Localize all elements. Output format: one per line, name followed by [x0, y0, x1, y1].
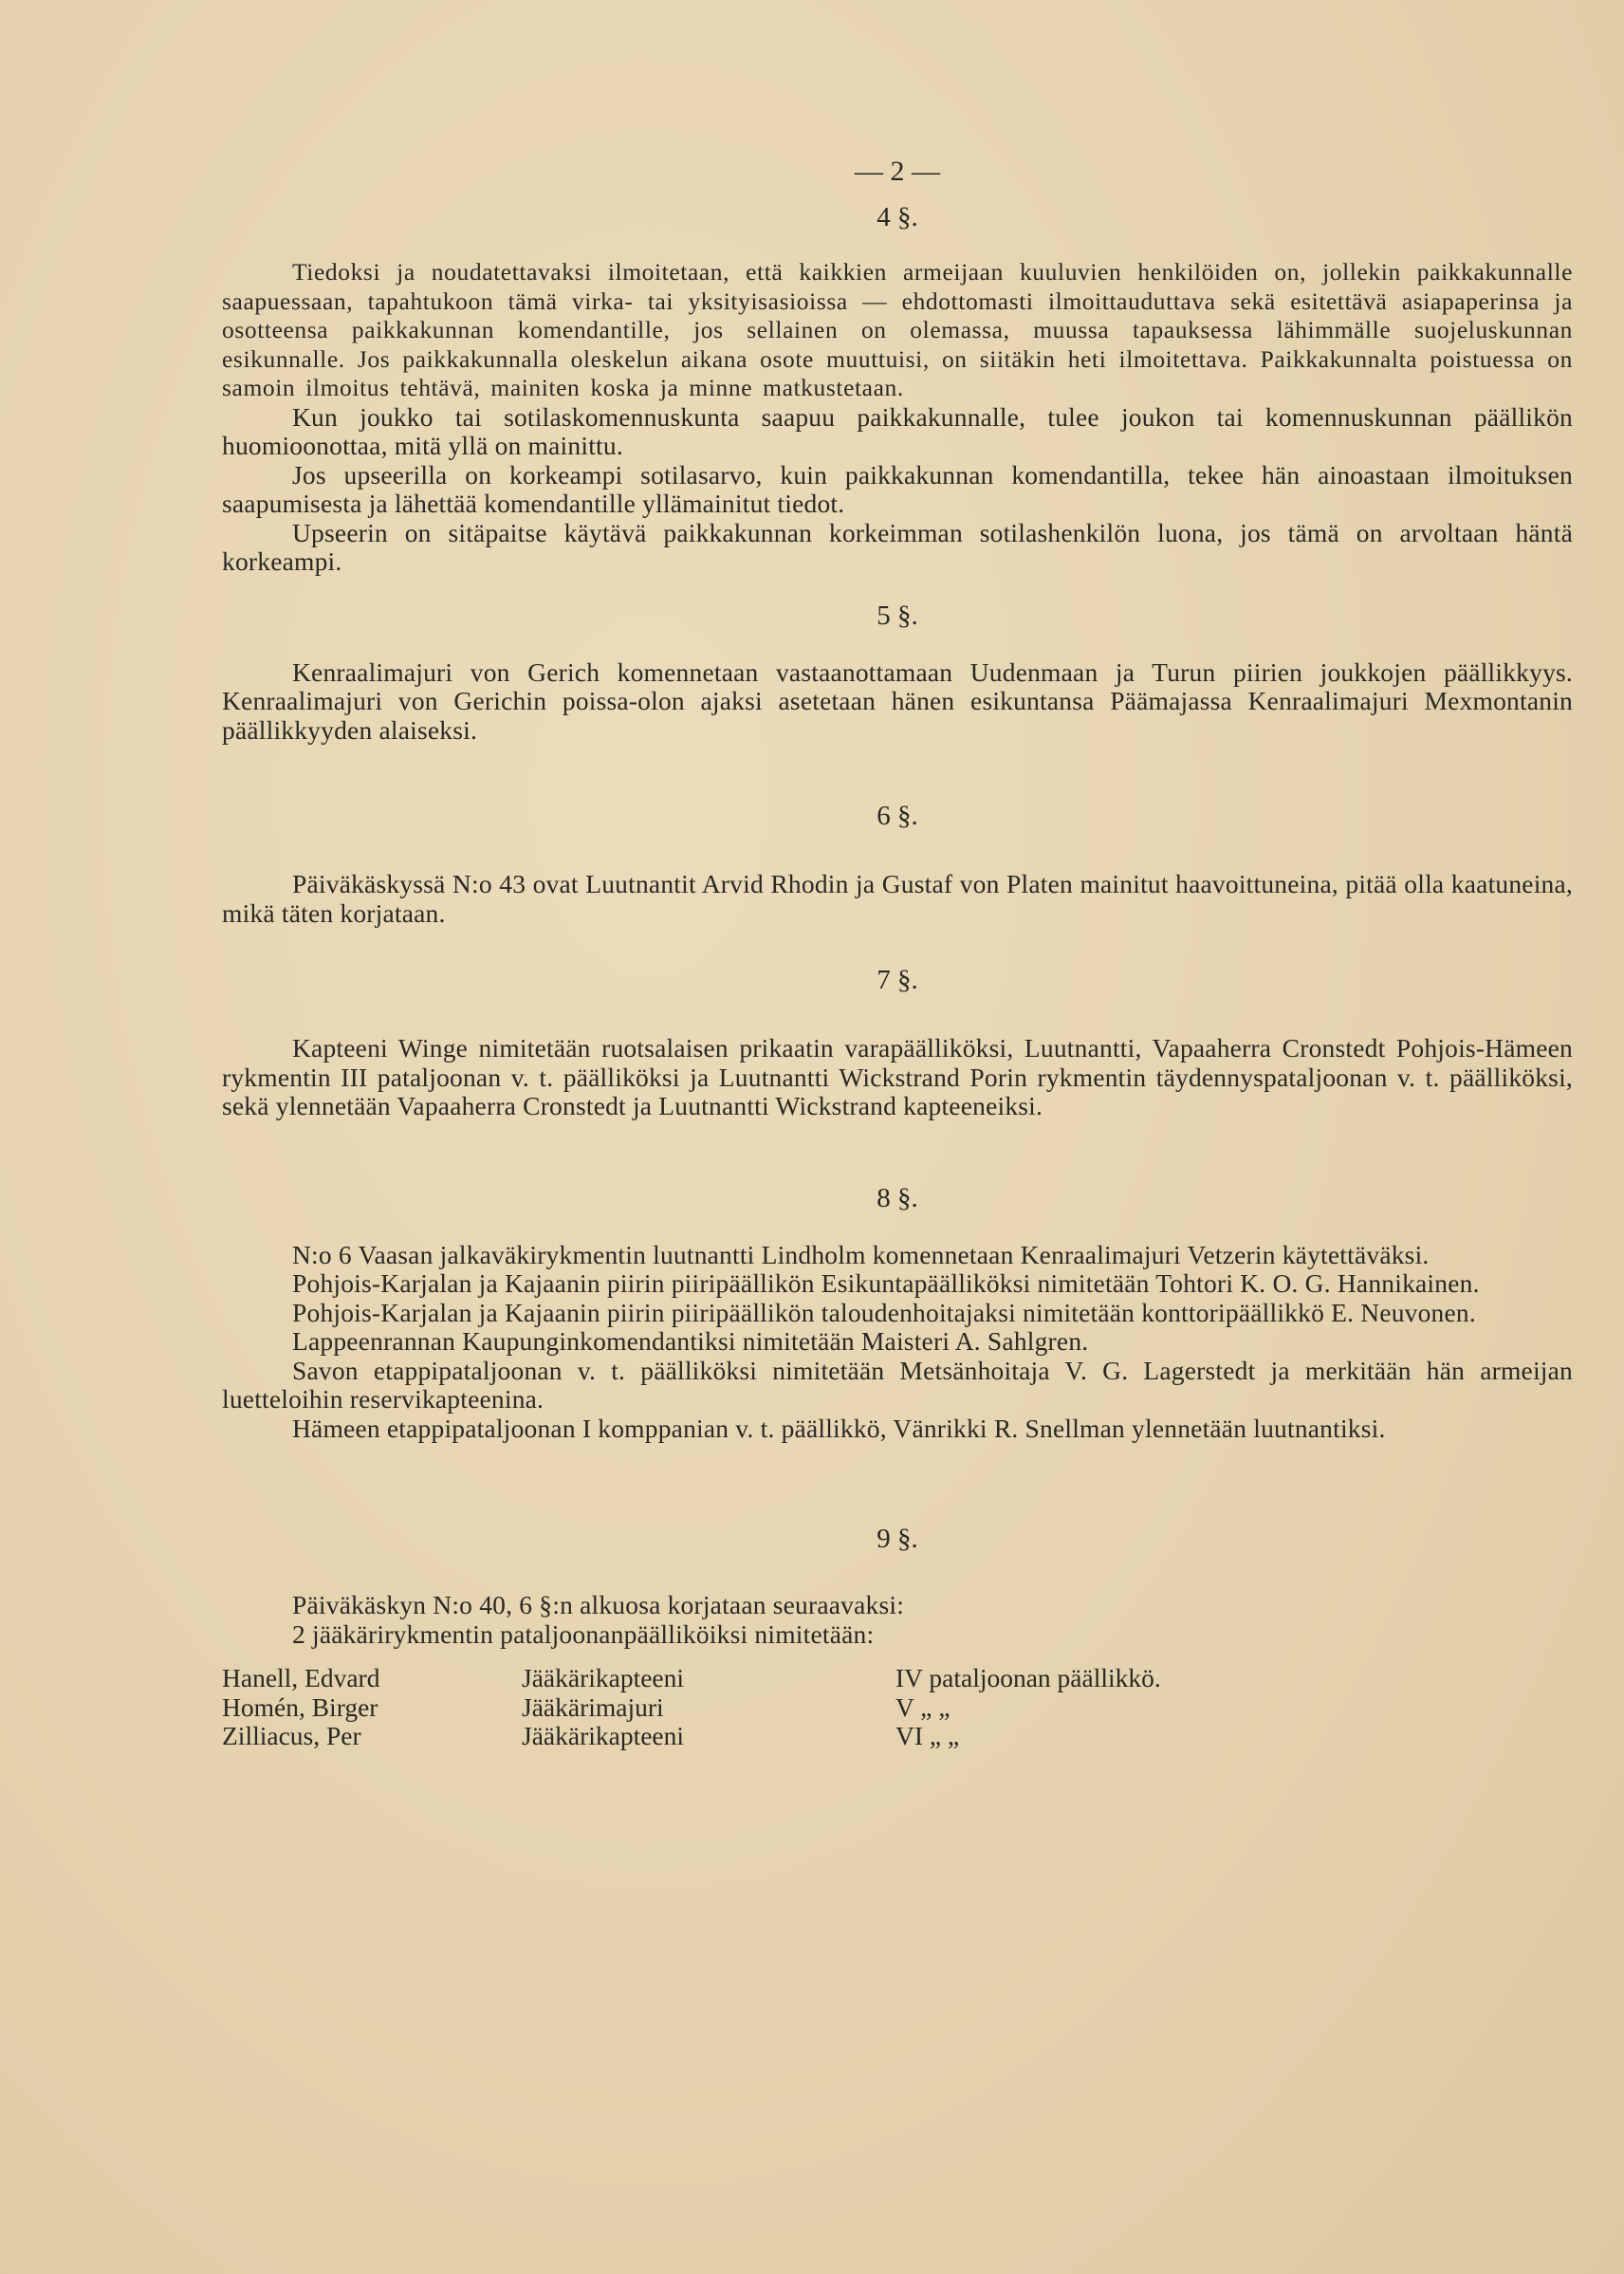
paragraph: Hämeen etappipataljoonan I komppanian v. t. päällikkö, Vänrikki R. Snellman ylennetään luutnantiksi.: [292, 1413, 1386, 1443]
section-heading: 6 §.: [877, 801, 918, 831]
appointment-list: [222, 1664, 1573, 1751]
officer-name: Homén, Birger: [222, 1692, 378, 1722]
paragraph: Päiväkäskyssä N:o 43 ovat Luutnantit Arvid Rhodin ja Gustaf von Platen mainitut haavoittuneina, pitää olla kaatuneina, mikä täten korjataan.: [222, 869, 1573, 928]
appointment-row: [222, 1664, 1573, 1693]
paragraph: Päiväkäskyn N:o 40, 6 §:n alkuosa korjataan seuraavaksi:: [292, 1590, 905, 1619]
paragraph: Jos upseerilla on korkeampi sotilasarvo, kuin paikkakunnan komendantilla, tekee hän ainoastaan ilmoituksen saapumisesta ja lähettää komendantille yllämainitut tiedot.: [222, 459, 1573, 518]
paragraph: Savon etappipataljoonan v. t. päälliköksi nimitetään Metsänhoitaja V. G. Lagerstedt ja merkitään hän armeijan luetteloihin reservikapteenina.: [222, 1355, 1573, 1414]
section-6: [222, 800, 1573, 928]
paragraph: N:o 6 Vaasan jalkaväkirykmentin luutnantti Lindholm komennetaan Kenraalimajuri Vetzerin käytettäväksi.: [292, 1239, 1430, 1269]
appointment-row: [222, 1722, 1573, 1751]
section-heading: 9 §.: [877, 1524, 918, 1554]
section-7: [222, 964, 1573, 1121]
page-number: — 2 —: [855, 156, 940, 187]
section-heading: 8 §.: [877, 1182, 918, 1213]
section-heading: 4 §.: [877, 202, 918, 232]
document-body: [222, 142, 1573, 1751]
officer-name: Zilliacus, Per: [222, 1721, 361, 1750]
paragraph: 2 jääkärirykmentin pataljoonanpäälliköiksi nimitetään:: [292, 1618, 875, 1649]
officer-unit: IV pataljoonan päällikkö.: [895, 1663, 1161, 1692]
officer-name: Hanell, Edvard: [222, 1663, 380, 1692]
paragraph: Kapteeni Winge nimitetään ruotsalaisen prikaatin varapäälliköksi, Luutnantti, Vapaaherra Cronstedt Pohjois-Hämeen rykmentin III pataljoonan v. t. päälliköksi ja Luutnantti Wickstrand Porin rykmentin täydennyspataljoonan v. t. päälliköksi, sekä ylennetään Vapaaherra Cronstedt ja Luutnantti Wickstrand kapteeneiksi.: [222, 1033, 1573, 1120]
section-9: [222, 1523, 1573, 1751]
paragraph: Lappeenrannan Kaupunginkomendantiksi nimitetään Maisteri A. Sahlgren.: [292, 1326, 1089, 1356]
section-5: [222, 600, 1573, 746]
paragraph: Upseerin on sitäpaitse käytävä paikkakunnan korkeimman sotilashenkilön luona, jos tämä on arvoltaan häntä korkeampi.: [222, 517, 1573, 576]
paragraph: Pohjois-Karjalan ja Kajaanin piirin piiripäällikön Esikuntapäälliköksi nimitetään Tohtori K. O. G. Hannikainen.: [292, 1268, 1480, 1298]
officer-rank: Jääkärikapteeni: [522, 1663, 685, 1692]
officer-unit: VI „ „: [895, 1721, 960, 1750]
section-heading: 5 §.: [877, 600, 918, 631]
paragraph: Kun joukko tai sotilaskomennuskunta saapuu paikkakunnalle, tulee joukon tai komennuskunnan päällikön huomioonottaa, mitä yllä on mainittu.: [222, 401, 1573, 460]
section-heading: 7 §.: [877, 965, 918, 995]
paragraph: Pohjois-Karjalan ja Kajaanin piirin piiripäällikön taloudenhoitajaksi nimitetään konttoripäällikkö E. Neuvonen.: [292, 1297, 1476, 1327]
officer-rank: Jääkärikapteeni: [522, 1721, 685, 1750]
section-4: [222, 201, 1573, 577]
officer-rank: Jääkärimajuri: [522, 1692, 664, 1722]
paragraph: Kenraalimajuri von Gerich komennetaan vastaanottamaan Uudenmaan ja Turun piirien joukkojen päällikkyys. Kenraalimajuri von Gerichin poissa-olon ajaksi asetetaan hänen esikuntansa Päämajassa Kenraalimajuri Mexmontanin päällikkyyden alaiseksi.: [222, 656, 1573, 745]
appointment-row: [222, 1693, 1573, 1723]
section-8: [222, 1182, 1573, 1444]
officer-unit: V „ „: [895, 1692, 950, 1722]
paragraph: Tiedoksi ja noudatettavaksi ilmoitetaan, että kaikkien armeijaan kuuluvien henkilöiden on, jollekin paikkakunnalle saapuessaan, tapahtukoon tämä virka- tai yksityisasioissa — ehdottomasti ilmoittauduttava sekä esitettävä asiapaperinsa ja osotteensa paikkakunnan komendantille, jos sellainen on olemassa, muussa tapauksessa lähimmälle suojeluskunnan esikunnalle. Jos paikkakunnalla oleskelun aikana osote muuttuisi, on siitäkin heti ilmoitettava. Paikkakunnalta poistuessa on samoin ilmoitus tehtävä, mainiten koska ja minne matkustetaan.: [222, 258, 1573, 401]
